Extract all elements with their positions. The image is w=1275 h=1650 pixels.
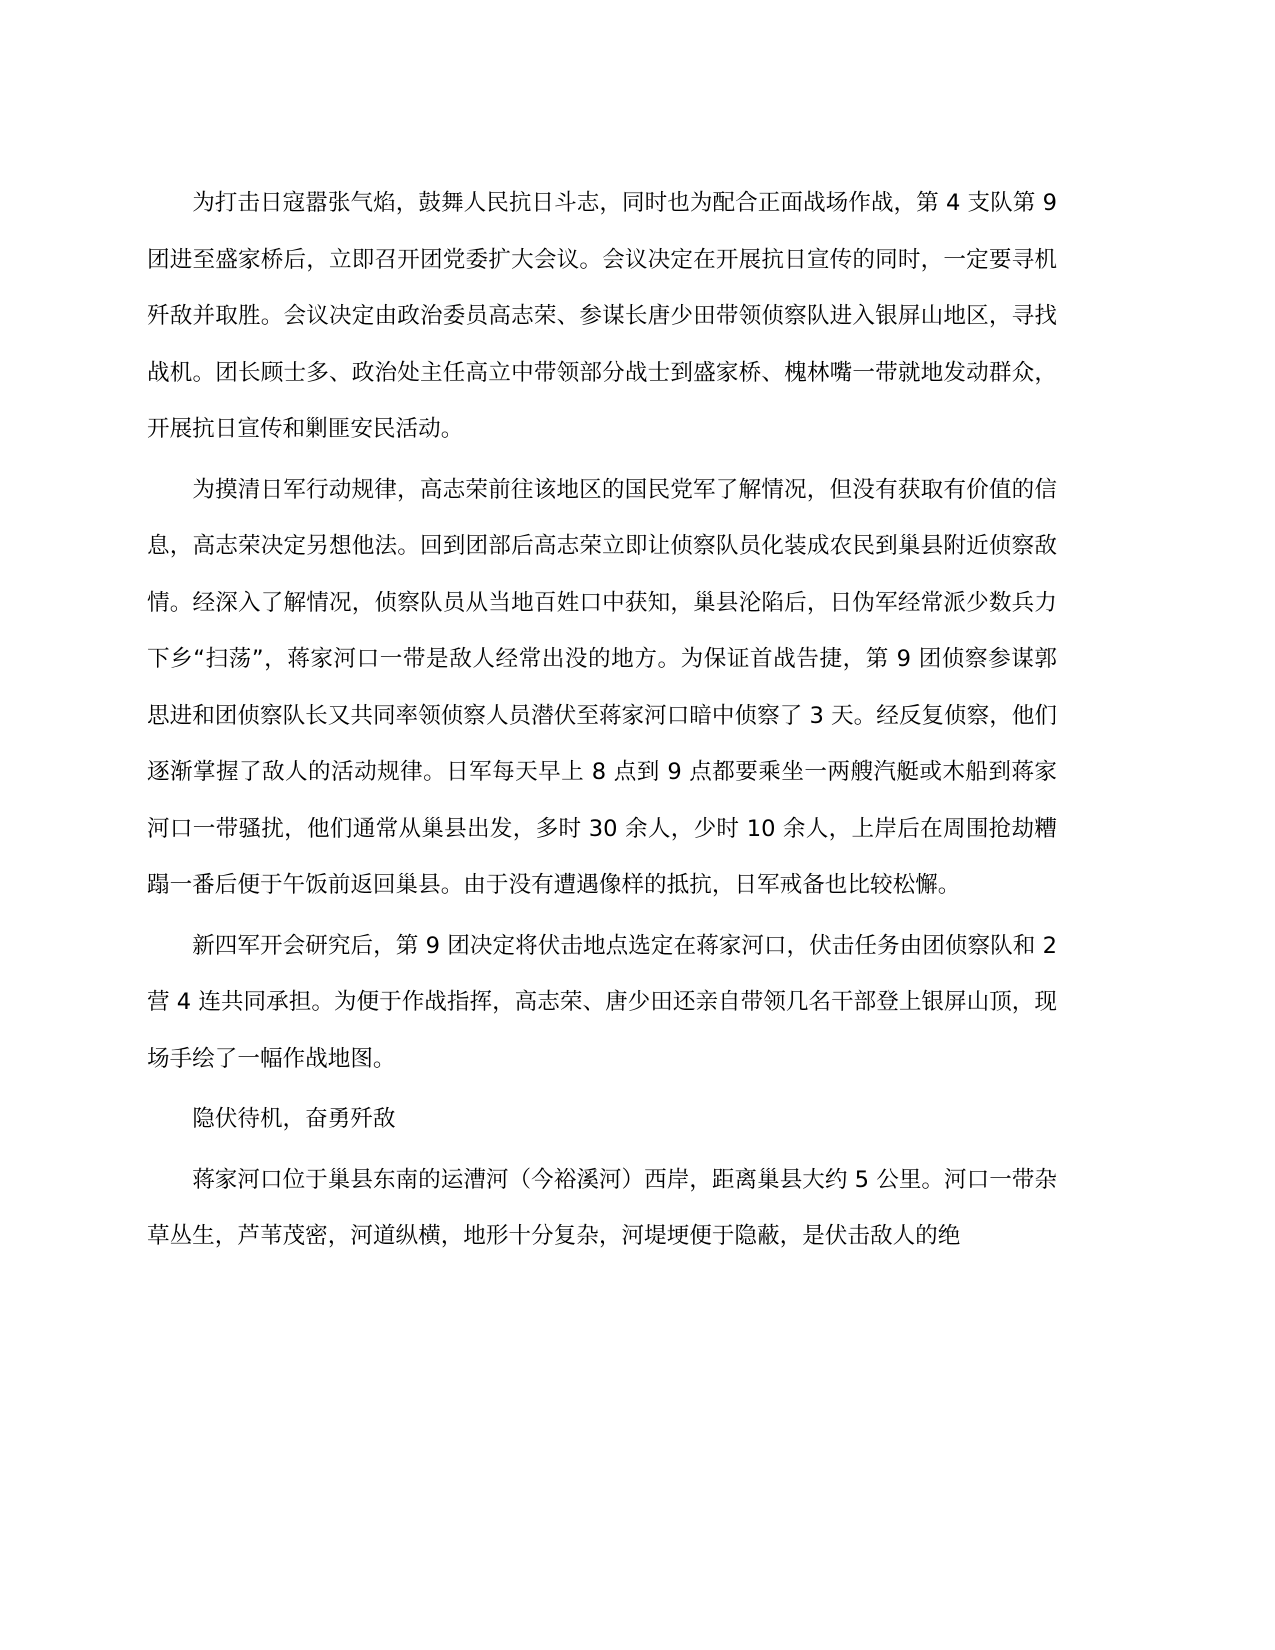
- paragraph-2: 为摸清日军行动规律，高志荣前往该地区的国民党军了解情况，但没有获取有价值的信息，高志荣决定另想他法。回到团部后高志荣立即让侦察队员化装成农民到巢县附近侦察敌情。经深入了解情况，侦察队员从当地百姓口中获知，巢县沦陷后，日伪军经常派少数兵力下乡“扫荡”，蒋家河口一带是敌人经常出没的地方。为保证首战告捷，第 9 团侦察参谋郭思进和团侦察队长又共同率领侦察人员潜伏至蒋家河口暗中侦察了 3 天。经反复侦察，他们逐渐掌握了敌人的活动规律。日军每天早上 8 点到 9 点都要乘坐一两艘汽艇或木船到蒋家河口一带骚扰，他们通常从巢县出发，多时 30 余人，少时 10 余人，上岸后在周围抢劫糟蹋一番后便于午饭前返回巢县。由于没有遭遇像样的抵抗，日军戒备也比较松懈。: [147, 476, 1057, 898]
- paragraph-4: 蒋家河口位于巢县东南的运漕河（今裕溪河）西岸，距离巢县大约 5 公里。河口一带杂草丛生，芦苇茂密，河道纵横，地形十分复杂，河堤埂便于隐蔽，是伏击敌人的绝: [147, 1166, 1057, 1249]
- paragraph-3: 新四军开会研究后，第 9 团决定将伏击地点选定在蒋家河口，伏击任务由团侦察队和 2 营 4 连共同承担。为便于作战指挥，高志荣、唐少田还亲自带领几名干部登上银屏山顶，现场手绘了一幅作战地图。: [147, 932, 1057, 1072]
- paragraph-1: 为打击日寇嚣张气焰，鼓舞人民抗日斗志，同时也为配合正面战场作战，第 4 支队第 9 团进至盛家桥后，立即召开团党委扩大会议。会议决定在开展抗日宣传的同时，一定要寻机歼敌并取胜。会议决定由政治委员高志荣、参谋长唐少田带领侦察队进入银屏山地区，寻找战机。团长顾士多、政治处主任高立中带领部分战士到盛家桥、槐林嘴一带就地发动群众，开展抗日宣传和剿匪安民活动。: [147, 190, 1057, 442]
- document-body: [147, 175, 1057, 1269]
- section-heading: 隐伏待机，奋勇歼敌: [192, 1106, 396, 1132]
